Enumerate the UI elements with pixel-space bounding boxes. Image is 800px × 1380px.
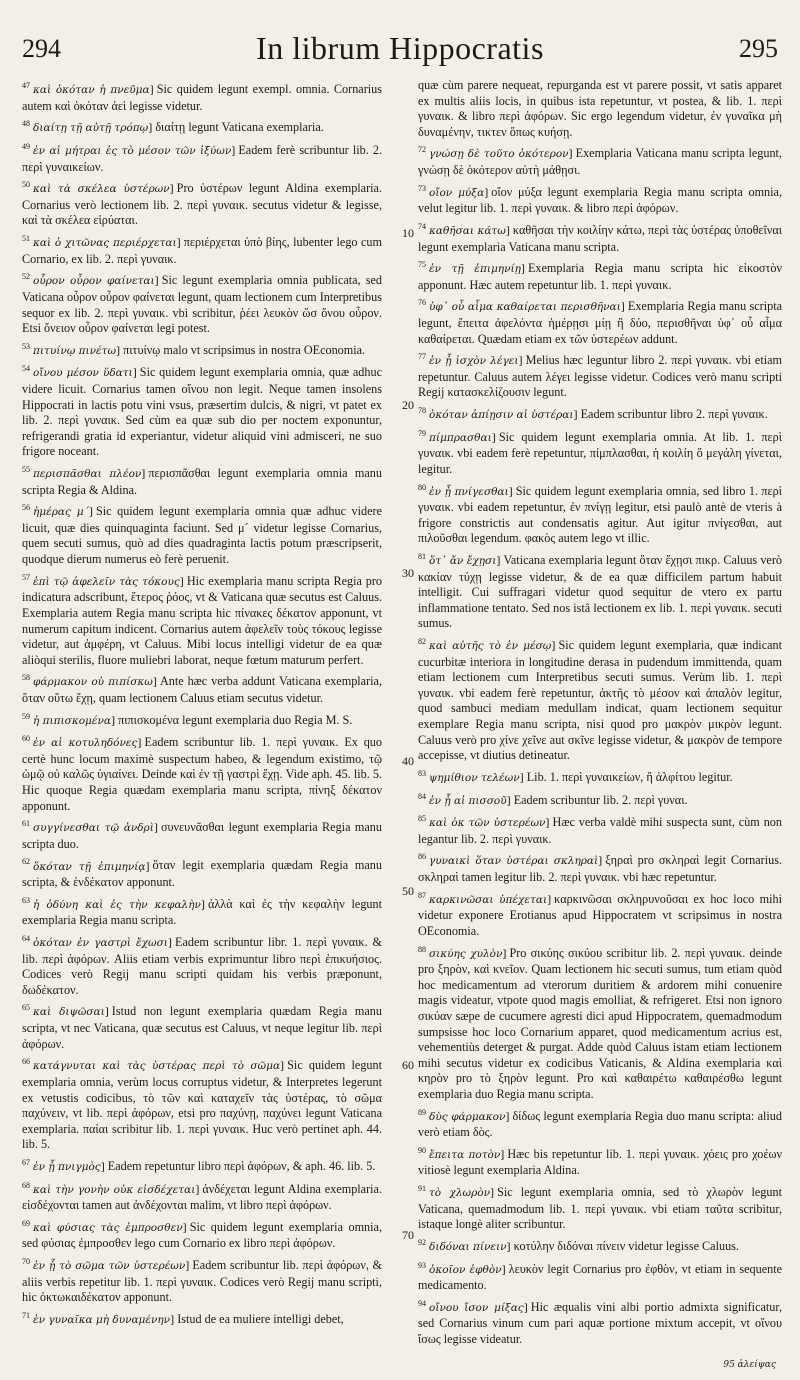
greek-lemma: κατάγνυται καὶ τὰς ὑστέρας περὶ τὸ σῶμα ] (33, 1060, 287, 1072)
commentary-entry (418, 142, 782, 178)
note-text: καθῆσαι τὴν κοιλίην κάτω, περὶ τὰς ὑστέρας ὑποθεῖναι legunt exemplaria Vaticana manu scripta. (418, 222, 782, 254)
note-number: 66 (22, 1057, 30, 1067)
note-number: 76 (418, 298, 426, 308)
greek-lemma: τὸ χλωρὸν ] (429, 1187, 497, 1199)
commentary-entry (22, 339, 382, 360)
greek-lemma: διδόναι πίνειν ] (429, 1241, 514, 1253)
note-number: 47 (22, 81, 30, 90)
line-marker: 40 (402, 754, 414, 768)
greek-lemma: σικύης χυλὸν ] (429, 948, 509, 960)
commentary-entry (22, 1155, 382, 1176)
commentary-entry (418, 1181, 782, 1233)
commentary-entry (22, 816, 382, 852)
note-text: Exemplaria Regia manu scripta hic εἰκοστὸν apponunt. Hæc autem repetuntur lib. 1. περὶ γυναικ. (418, 261, 782, 292)
commentary-entry (22, 116, 382, 137)
commentary-entry (418, 789, 782, 810)
note-number: 62 (22, 857, 30, 867)
greek-lemma: καὶ διψῶσαι ] (33, 1006, 112, 1018)
note-number: 70 (22, 1257, 30, 1267)
greek-lemma: πίμπρασθαι ] (429, 432, 499, 444)
commentary-entry (418, 219, 782, 255)
line-marker: 10 (402, 226, 414, 240)
commentary-entry (418, 1258, 782, 1294)
note-text: Sic legunt exemplaria omnia publicata, sed Vaticana οὖρον οὖρον φαίνεται legunt, quam lectionem cum Interpretibus sequor ex lib. 2. περὶ γυναικ. vbi scribitur, ῥέει λευκὸν ὥσ ὄνου οὖρον. Etsi ὄνειον οὖρον φαίνεται legi potest. (22, 273, 382, 336)
note-number: 83 (418, 768, 426, 778)
page-number-left: 294 (22, 34, 61, 63)
note-text: Sic quidem legunt exemplaria omnia. At lib. 1. περὶ γυναικ. vbi eadem ferè repetuntur, πίμπλασθαι, ἡ κοιλίη ὅ μεγάλη γίνεται, legitur. (418, 429, 782, 476)
note-text: ἀλλὰ καὶ ἐς τὴν κεφαλὴν legunt exemplaria Regia manu scripta. (22, 896, 382, 928)
note-number: 86 (418, 852, 426, 862)
greek-lemma: οἴνου ἴσον μίξας ] (429, 1302, 531, 1314)
note-text: quæ cùm parere nequeat, repurganda est vt parere possit, vt satis apparet ex multis aliis locis, in quibus ista repetuntur, vt postea, & lib. 1. περὶ γυναικ. & libro περὶ ἀφόρων. Sic ergo legendum videtur, ἐν γυναῖκα μὴ δυναμένην, τικτεν ὅπως κυήσῃ. (418, 78, 782, 139)
greek-lemma: ὅτ᾽ ἄν ἔχῃσι ] (429, 555, 503, 567)
note-text: Eadem ferè scribuntur lib. 2. περὶ γυναικείων. (22, 142, 382, 174)
greek-lemma: πιτυίνῳ πινέτω ] (33, 345, 123, 357)
commentary-entry (418, 766, 782, 787)
note-text: Lib. 1. περὶ γυναικείων, ἢ ἀλφίτου legitur. (526, 769, 733, 784)
note-text: Ante hæc verba addunt Vaticana exemplaria, ὅταν οὕτω ἔχῃ, quam lectionem Caluus etiam secutus videtur. (22, 674, 382, 705)
greek-lemma: καὶ τὴν γονὴν οὐκ εἰσδέχεται ] (33, 1184, 202, 1196)
greek-lemma: ἐν γυναῖκα μὴ δυναμένην ] (33, 1314, 177, 1326)
note-text: Istud de ea muliere intelligi debet, (177, 1311, 344, 1326)
commentary-entry (22, 670, 382, 706)
note-number: 77 (418, 352, 426, 362)
greek-lemma: διαίτῃ τῇ αὐτῇ τρόπῳ ] (33, 122, 155, 134)
note-text: Hæc verba valdè mihi suspecta sunt, cùm non legantur lib. 2. περὶ γυναικ. (418, 815, 782, 846)
greek-lemma: καρκινῶσαι ὑπέχεται ] (429, 894, 554, 906)
note-number: 71 (22, 1310, 30, 1320)
note-text: καρκινῶσαι σκληρυνοῦσαι ex hoc loco mihi videtur exponere Erotianus apud Hippocratem vt scripsimus in nostra OEconomia. (418, 891, 782, 938)
note-number: 55 (22, 464, 30, 474)
note-number: 82 (418, 637, 426, 647)
greek-lemma: γνώσῃ δὲ τοῦτο ὁκότερον ] (429, 148, 576, 160)
greek-lemma: ἡ πιπισκομένα ] (33, 715, 118, 727)
greek-lemma: καὶ τὰ σκέλεα ὑστέρων ] (33, 183, 177, 195)
greek-lemma: ἐν ᾗ ἰσχὸν λέγει ] (429, 355, 526, 367)
note-text: Exemplaria Regia manu scripta legunt, ἔπειτα ἀφελόντα ἡμέρῃσι μίῃ ἢ δύο, περισθῆναι ὑφ᾽ οὗ αἷμα καθαίρεται. Quædam etiam ex τῶν ὑστερέων addunt. (418, 299, 782, 346)
commentary-entry (22, 1000, 382, 1052)
greek-lemma: ἐν τῇ ἐπιμηνίῃ ] (429, 263, 528, 275)
greek-lemma: καὶ αὐτῆς τὸ ἐν μέσῳ ] (429, 640, 558, 652)
commentary-entry (22, 709, 382, 730)
note-number: 49 (22, 141, 30, 151)
commentary-entry (418, 257, 782, 293)
note-number: 72 (418, 145, 426, 155)
greek-lemma: ἐπὶ τῷ ἀφελεῖν τὰς τόκους ] (33, 576, 187, 588)
greek-lemma: ἐν ᾗ πνίγεσθαι ] (429, 486, 516, 498)
note-text: συνευνᾶσθαι legunt exemplaria Regia manu scripta duo. (22, 820, 382, 851)
note-text: ἀνδέχεται legunt Aldina exemplaria. εἰσδέχονται tamen aut ἀνδέχονται malim, vt libro περὶ ἀφόρων. (22, 1181, 382, 1213)
greek-lemma: οἴον μύξα ] (429, 187, 491, 199)
commentary-entry (22, 231, 382, 267)
note-number: 58 (22, 673, 30, 683)
greek-lemma: καὶ ὁ χιτῶνας περιέρχεται ] (33, 237, 184, 249)
commentary-entry (418, 181, 782, 217)
note-text: πιτυίνῳ malo vt scripsimus in nostra OEconomia. (123, 342, 366, 357)
note-text: ὅταν legit exemplaria quædam Regia manu scripta, & ἑνδέκατον apponunt. (22, 858, 382, 890)
commentary-entry (418, 403, 782, 424)
note-text: διαίτῃ legunt Vaticana exemplaria. (155, 120, 324, 135)
commentary-entry (418, 1296, 782, 1348)
note-number: 87 (418, 890, 426, 900)
note-text: Sic legunt exemplaria omnia, sed τὸ χλωρὸν legunt Vaticana, quemadmodum lib. 1. περὶ γυναικ. vbi etiam ταῦτα scribitur, istaque longè aliter scribuntur. (418, 1185, 782, 1232)
note-text: Sic quidem legunt exemplaria omnia, verùm locus corruptus videtur, & Interpretes legerunt ex vetustis codicibus, τὸ τῶν καὶ καταχεῖν τὰς ὑστέρας, τὸ σῶμα παχύνειν, vt lib. περὶ ἀφόρων, etsi pro παχύνῃ, παχύνει legunt Vaticana exemplaria. παίαι scribitur lib. 1. περὶ γυναικ. Huc verò pertinet aph. 44. lib. 5. (22, 1058, 382, 1152)
greek-lemma: συγγίνεσθαι τῷ ἀνδρὶ ] (33, 822, 161, 834)
note-text: Eadem scribuntur libr. 1. περὶ γυναικ. & lib. περὶ ἀφόρων. Aliis etiam verbis exprimuntur libro περὶ ἐπικυήσιος. Codices verò Regij manu scripti quidam his verbis præponunt, δωδέκατον. (22, 935, 382, 997)
greek-lemma: ἐν ᾗ τὸ σῶμα τῶν ὑστερέων ] (33, 1260, 192, 1272)
note-text: περιέρχεται ὑπὸ βίης, lubenter lego cum Cornario, ex lib. 2. περὶ γυναικ. (22, 235, 382, 266)
note-number: 81 (418, 552, 426, 561)
note-text: Eadem scribuntur libro 2. περὶ γυναικ. (580, 407, 768, 422)
note-number: 94 (418, 1298, 426, 1308)
note-number: 68 (22, 1180, 30, 1190)
commentary-entry (418, 888, 782, 940)
catchword: 95 ἀλείψας (723, 1360, 776, 1370)
note-number: 63 (22, 895, 30, 905)
note-number: 57 (22, 572, 30, 582)
note-number: 50 (22, 180, 30, 190)
greek-lemma: ὁκόταν ἐν γαστρὶ ἔχωσι ] (33, 937, 175, 949)
commentary-entry (22, 139, 382, 175)
note-text: Hic exemplaria manu scripta Regia pro indicatura adscribunt, ἕτερος ῥόος, vt & Vaticana quæ secutus est Caluus. Exemplaria autem Regia manu scripta hic πίνακες δέκατον apponunt, vt numerum capitum indicent. Cornarius autem ἀφελεῖν τοὺς τόκους legisse videtur, aut ἀμφέρη, vt Caluus. Mibi locus intelligi videtur de ea quæ aliòqui sterilis, fluore muliebri laborat, neque fœtum maturum perfert. (22, 573, 382, 667)
note-text: Sic quidem legunt exemplaria, quæ indicant cucurbitæ interiora in longitudine derasa in pudendum immittenda, quam etiam lectionem cum Interpretibus secuti sumus. Verùm lib. 1. περὶ γυναικ. vbi eadem ferè repetuntur, ἀκτῆς τὸ μέσον καὶ ἀπαλὸν legitur, quod sambuci mediam medullam indicat, quam lectionem sequitur exemplare Regia manu scripta, nisi quod pro μακρὸν μικρὸν legunt. Caluus verò pro χίνε χεῖνε aut σκῖνε legisse videtur, & μακρὸν de tempore accepisse, vt diutius detineatur. (418, 638, 782, 763)
greek-lemma: καὶ ὁκ τῶν ὑστερέων ] (429, 817, 553, 829)
commentary-entry (418, 811, 782, 847)
commentary-entry (418, 549, 782, 632)
note-text: Eadem repetuntur libro περὶ ἀφόρων, & aph. 46. lib. 5. (107, 1158, 376, 1173)
commentary-entry (22, 731, 382, 814)
commentary-entry (22, 361, 382, 460)
note-number: 69 (22, 1218, 30, 1228)
greek-lemma: περισπᾶσθαι πλέον ] (33, 468, 148, 480)
commentary-entry (418, 634, 782, 764)
commentary-entry (418, 1235, 782, 1256)
commentary-entry (22, 462, 382, 498)
note-text: δίδως legunt exemplaria Regia duo manu scripta: aliud verò etiam δὸς. (418, 1108, 782, 1140)
commentary-entry (22, 893, 382, 929)
note-number: 85 (418, 814, 426, 824)
note-text: Eadem scribuntur lib. περὶ ἀφόρων, & aliis verbis repetitur lib. 1. περὶ γυναικ. Codices verò Regij manu scripti, hic ὀκτωκαιδέκατον apponunt. (22, 1258, 382, 1305)
note-number: 52 (22, 272, 30, 282)
commentary-entry (22, 177, 382, 229)
note-text: Melius hæc leguntur libro 2. περὶ γυναικ. vbi etiam repetuntur. Caluus autem λέγει legisse videtur. Codices verò manu scripti Regij κατασκελίζουσιν legunt. (418, 353, 782, 400)
note-number: 73 (418, 183, 426, 193)
commentary-entry (22, 1216, 382, 1252)
greek-lemma: ἡ ὀδύνη καὶ ἐς τὴν κεφαλὴν ] (33, 899, 208, 911)
note-text: Sic quidem legunt exemplaria omnia, sed libro 1. περὶ γυναικ. vbi eadem repetuntur, ἐν πνίγῃ legitur, etsi paulò antè de vteris à frigore constrictis aut condensatis agitur. Aut igitur πνίγεσθαι, aut πιλοῦσθαι legendum. φακὸς autem lego vt illic. (418, 483, 782, 546)
note-number: 48 (22, 119, 30, 129)
greek-lemma: ἐν αἱ μήτραι ἐς τὸ μέσον τῶν ἰξύων ] (33, 145, 238, 157)
commentary-entry (418, 849, 782, 885)
line-marker: 20 (402, 398, 414, 412)
line-number-gutter (396, 78, 420, 1368)
note-number: 84 (418, 791, 426, 801)
note-text: Eadem scribuntur lib. 1. περὶ γυναικ. Ex quo certè hunc locum maximè suspectum habeo, & legendum existimo, τῷ ὠμῷ οὐ καλῶς ὑγιαίνει. Deinde καὶ ἐν τῇ γαστρὶ ἔχῃ. Vide aph. 45. lib. 5. Hic quoque Regia quædam exemplaria manu scripta, πίνηξ δέκατον apponunt. (22, 735, 382, 813)
commentary-entry (418, 942, 782, 1103)
note-number: 90 (418, 1145, 426, 1155)
note-number: 91 (418, 1184, 426, 1193)
note-number: 61 (22, 819, 30, 829)
commentary-entry (418, 480, 782, 547)
page-number-right: 295 (739, 34, 778, 63)
running-title: In librum Hippocratis (256, 30, 544, 66)
commentary-entry (418, 1143, 782, 1179)
note-number: 74 (418, 221, 426, 231)
greek-lemma: ὀκοῖον ἐφθὸν ] (429, 1264, 509, 1276)
commentary-entry (22, 78, 382, 114)
greek-lemma: γυναικὶ ὅταν ὑστέραι σκληραὶ ] (429, 855, 605, 867)
note-text: λευκὸν legit Cornarius pro ἐφθὸν, vt etiam in sequente medicamento. (418, 1261, 782, 1293)
left-column (22, 78, 382, 1368)
commentary-entry (418, 426, 782, 478)
commentary-entry (22, 500, 382, 567)
line-marker: 70 (402, 1228, 414, 1242)
note-number: 64 (22, 933, 30, 943)
note-number: 56 (22, 503, 30, 513)
note-text: Pro σικύης σικύου scribitur lib. 2. περὶ γυναικ. deinde pro ξηρὸν, καὶ κνεῖον. Quam lectionem hic secuti sumus, tum etiam quòd hoc medicamentum ad vterorum duritiem & ardorem mihi conuenire magis videatur, vtpote quod magis emolliat, & refrigeret. Etsi non ignoro σικύαν sæpe de cucumere agresti dici apud Hippocratem, quemadmodum sumpsisse hoc loco Cornarium apparet, quod medicamentum acrius est, vehementiùs deterget & purgat. Adde quòd Caluus istam etiam lectionem mihi secutus videtur ex codicibus Vaticanis, & Aldina exemplaria καὶ κηρὸν pro τὸ ξηρὸν legunt. Pro καὶ καθαιρέτω καθαιρέσθω legunt exemplaria duo Regia manu scripta. (418, 945, 782, 1101)
commentary-entry (22, 1054, 382, 1153)
greek-lemma: οὖρον οὖρον φαίνεται ] (33, 275, 162, 287)
note-text: Sic quidem legunt exemplaria omnia quæ adhuc videre licuit, quæ dies quinquaginta faciunt. Sed μ´ videtur legisse Cornarius, quem secuti sumus, quò ad dies quadraginta lactis potum præscripserit, quodque dierum numerus eò ferè peruenit. (22, 504, 382, 567)
note-number: 53 (22, 341, 30, 351)
note-text: Sic quidem legunt exemplaria omnia, sed φύσιας ἐμπροσθεν lego cum Cornario ex libro περὶ ἀφόρων. (22, 1219, 382, 1251)
note-number: 92 (418, 1237, 426, 1247)
greek-lemma: ἡμέρας μ´ ] (33, 506, 96, 518)
commentary-entry (22, 1308, 382, 1329)
commentary-entry (418, 1105, 782, 1141)
note-number: 67 (22, 1157, 30, 1167)
commentary-entry (22, 269, 382, 336)
commentary-entry (22, 1178, 382, 1214)
greek-lemma: καὶ ὁκόταν ἡ πνεῦμα ] (33, 84, 157, 96)
right-column (418, 78, 782, 1368)
note-number: 78 (418, 406, 426, 416)
line-marker: 60 (402, 1058, 414, 1072)
greek-lemma: καθῆσαι κάτω ] (429, 225, 513, 237)
commentary-entry (22, 1254, 382, 1306)
note-number: 79 (418, 428, 426, 438)
greek-lemma: ἐν αἱ κοτυληδόνες ] (33, 737, 145, 749)
greek-lemma: δὺς φάρμακον ] (429, 1111, 512, 1123)
commentary-entry (418, 349, 782, 401)
page-header (0, 30, 800, 74)
greek-lemma: καὶ φύσιας τὰς ἐμπροσθεν ] (33, 1222, 190, 1234)
note-text: περισπᾶσθαι legunt exemplaria omnia manu scripta Regia & Aldina. (22, 466, 382, 497)
note-number: 54 (22, 364, 30, 374)
note-number: 89 (418, 1107, 426, 1117)
greek-lemma: ψημίθιον τελέων ] (429, 772, 527, 784)
note-text: Hæc bis repetuntur lib. 1. περὶ γυναικ. χόεις pro χοέων vitiosè legunt exemplaria Aldina. (418, 1146, 782, 1178)
commentary-entry (418, 295, 782, 347)
note-text: Pro ὑστέρων legunt Aldina exemplaria. Cornarius verò lectionem lib. 2. περὶ γυναικ. secutus videtur & legisse, καὶ τὰ σκέλεα εἰρύαται. (22, 181, 382, 228)
note-number: 80 (418, 482, 426, 492)
commentary-entry (22, 931, 382, 998)
greek-lemma: ἐν ᾗ πνιγμὸς ] (33, 1161, 108, 1173)
greek-lemma: φάρμακον οὐ πιπίσκω ] (33, 676, 160, 688)
note-text: ξηραὶ pro σκληραὶ legit Cornarius. σκληραὶ tamen legitur lib. 2. περὶ γυναικ. vbi hæc repetuntur. (418, 853, 782, 885)
commentary-entry (418, 78, 782, 140)
note-text: Vaticana exemplaria legunt ὅταν ἔχῃσι πικρ. Caluus verò κακίαν τύχῃ legisse videtur, & de ea quæ difficilem partum habuit intelligit. Cui suffragari videtur quod sequitur de vtero ex partu inflammatione tentato. Sed nos istâ lectionem ex lib. 1. περὶ γυναικ. secuti sumus. (418, 553, 782, 631)
note-text: Istud non legunt exemplaria quædam Regia manu scripta, vt nec Vaticana, quæ secutus est Caluus, vt neque legitur lib. περὶ ἀφόρων. (22, 1004, 382, 1051)
greek-lemma: οἴνου μέσον ὕδατι ] (33, 367, 140, 379)
note-text: Exemplaria Vaticana manu scripta legunt, γνώσῃ δὲ ὁκότερον αὐτὴ μάθῃσι. (418, 146, 782, 178)
note-text: Eadem scribuntur lib. 2. περὶ γυναι. (513, 792, 688, 807)
commentary-entry (22, 570, 382, 669)
note-number: 59 (22, 711, 30, 721)
greek-lemma: ὑφ᾽ οὗ αἷμα καθαίρεται περισθῆναι ] (429, 301, 628, 313)
note-number: 60 (22, 734, 30, 744)
line-marker: 50 (402, 884, 414, 898)
note-text: Hic æqualis vini albi portio admixta significatur, sed Cornarius vinum cum pari aquæ portione mixtum accepit, vt οἴνου ἴσως legisse videatur. (418, 1299, 782, 1346)
greek-lemma: ὅκόταν τῇ ἐπιμηνίᾳ ] (33, 861, 153, 873)
greek-lemma: ἔπειτα ποτὸν ] (429, 1149, 507, 1161)
note-number: 75 (418, 260, 426, 270)
commentary-entry (22, 854, 382, 890)
greek-lemma: ἐν ᾗ αἱ πισσοῦ ] (429, 795, 514, 807)
note-text: οἴον μύξα legunt exemplaria Regia manu scripta omnia, velut legitur lib. 1. περὶ γυναικ. & libro περὶ ἀφόρων. (418, 184, 782, 216)
note-text: πιπισκομένα legunt exemplaria duo Regia M. S. (118, 712, 353, 727)
note-text: Sic quidem legunt exempl. omnia. Cornarius autem καὶ ὁκόταν ἀεὶ legisse videtur. (22, 82, 382, 113)
note-number: 88 (418, 944, 426, 954)
line-marker: 30 (402, 566, 414, 580)
note-number: 65 (22, 1003, 30, 1013)
note-text: κοτύλην διδόναι πίνειν videtur legisse Caluus. (513, 1238, 739, 1253)
note-number: 93 (418, 1260, 426, 1270)
note-number: 51 (22, 234, 30, 243)
greek-lemma: ὁκόταν ἀπίῃσιν αἱ ὑστέραι ] (429, 409, 581, 421)
note-text: Sic quidem legunt exemplaria omnia, quæ adhuc videre licuit. Cornarius tamen οἴνου non legit. Neque tamen insolens Hippocrati in lactis potu vini vsus, præsertim dulcis, & nigri, vt patet ex lib. 2. περὶ γυναικ. Sed cùm ea quæ sub dio per noctem exponuntur, refrigerandi gratia id experiantur, videtur aliquid vini admisceri, ne suo frigore noceant. (22, 365, 382, 459)
